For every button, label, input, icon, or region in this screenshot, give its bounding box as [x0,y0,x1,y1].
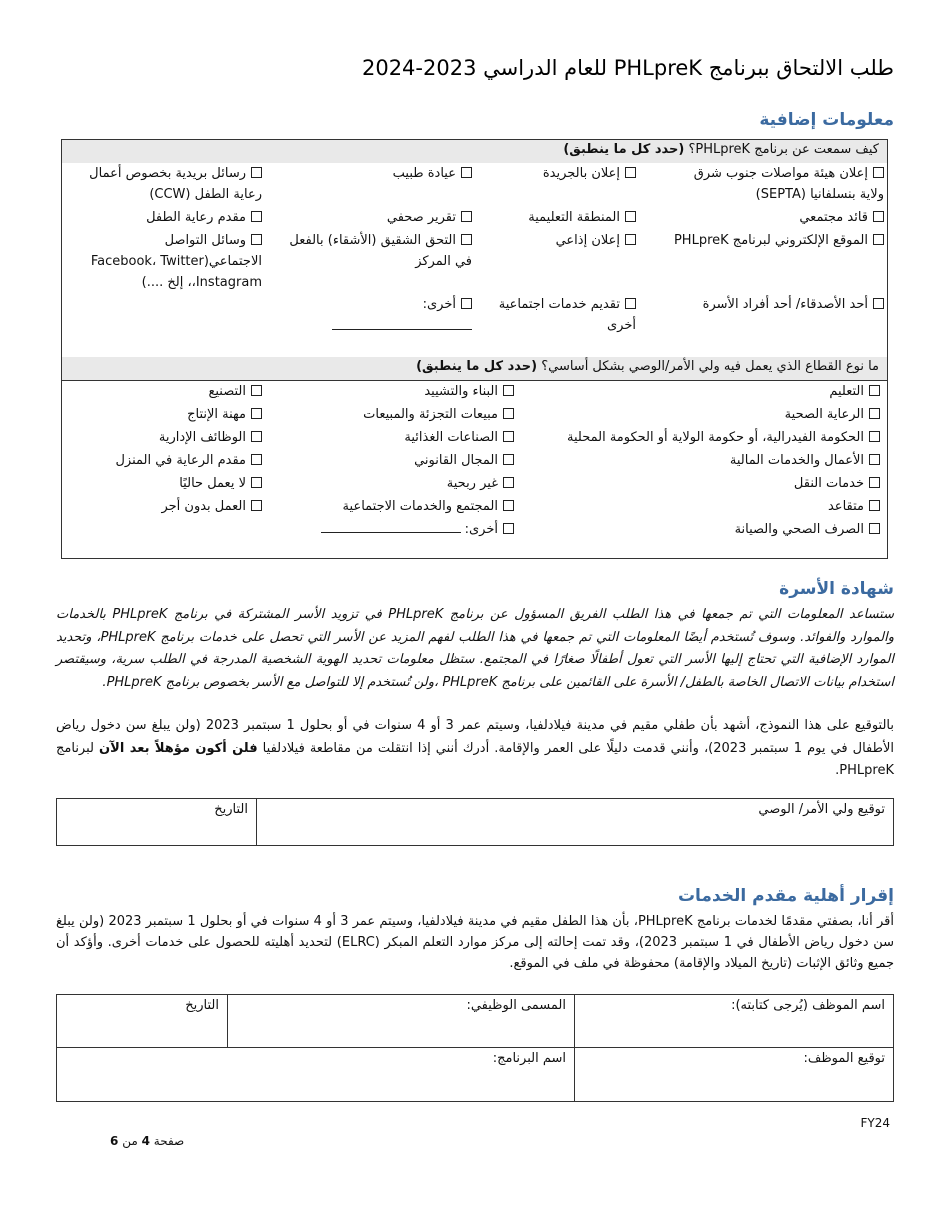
sector-column-1 [550,380,880,541]
sector-option[interactable]: مبيعات التجزئة والمبيعات [314,403,514,426]
option-school-district[interactable]: المنطقة التعليمية [476,207,636,228]
fiscal-year-label: FY24 [860,1116,890,1130]
option-other[interactable]: أخرى: [292,294,472,337]
other-blank-line[interactable] [321,518,461,533]
option-social-media[interactable]: وسائل التواصل الاجتماعي(Facebook، Twitter ،Instagram، إلخ ....) [90,233,262,290]
q1-header [62,140,887,163]
not-eligible-bold: فلن أكون مؤهلاً بعد الآن [99,740,258,756]
provider-signature-table [56,994,894,1102]
checkbox[interactable] [869,454,880,465]
checkbox[interactable] [503,523,514,534]
option-community-leader[interactable]: قائد مجتمعي [666,207,884,228]
employee-signature-field[interactable]: توقيع الموظف: [575,1048,894,1102]
checkbox[interactable] [461,234,472,245]
option-social-services[interactable]: تقديم خدمات اجتماعية أخرى [498,297,636,333]
sector-option[interactable]: متقاعد [550,495,880,518]
checkbox[interactable] [251,385,262,396]
checkbox[interactable] [869,477,880,488]
checkbox[interactable] [869,431,880,442]
checkbox[interactable] [625,167,636,178]
checkbox[interactable] [251,500,262,511]
checkbox[interactable] [251,454,262,465]
sector-option[interactable]: البناء والتشييد [314,380,514,403]
page-number: صفحة 4 من 6 [110,1134,185,1148]
provider-cert-heading: إقرار أهلية مقدم الخدمات [677,886,894,906]
checkbox[interactable] [251,408,262,419]
checkbox[interactable] [873,298,884,309]
checkbox[interactable] [251,211,262,222]
family-cert-heading: شهادة الأسرة [779,579,894,599]
checkbox[interactable] [461,167,472,178]
q1-note: (حدد كل ما ينطبق) [563,142,685,157]
sector-option[interactable]: لا يعمل حاليًا [66,472,262,495]
sector-option[interactable]: المجتمع والخدمات الاجتماعية [314,495,514,518]
sector-option[interactable]: العمل بدون أجر [66,495,262,518]
checkbox[interactable] [503,385,514,396]
checkbox[interactable] [251,234,262,245]
option-friends[interactable]: أحد الأصدقاء/ أحد أفراد الأسرة [666,294,884,315]
checkbox[interactable] [503,500,514,511]
checkbox[interactable] [869,385,880,396]
program-name-field[interactable]: اسم البرنامج: [57,1048,575,1102]
checkbox[interactable] [503,454,514,465]
checkbox[interactable] [869,523,880,534]
option-doctor[interactable]: عيادة طبيب [292,163,472,184]
checkbox[interactable] [251,167,262,178]
sector-option[interactable]: الحكومة الفيدرالية، أو حكومة الولاية أو الحكومة المحلية [550,426,880,449]
q2-note: (حدد كل ما ينطبق) [416,359,538,374]
provider-date-field[interactable]: التاريخ [57,995,228,1048]
checkbox[interactable] [873,167,884,178]
page-title: طلب الالتحاق ببرنامج PHLpreK للعام الدراسي 2023-2024 [361,56,894,80]
checkbox[interactable] [869,500,880,511]
family-cert-italic-paragraph: ستساعد المعلومات التي تم جمعها في هذا الطلب الفريق المسؤول عن برنامج PHLpreK في تزويد الأسر المشتركة في برنامج PHLpreK بالخدمات والموارد والفوائد. وسوف تُستخدم أيضًا المعلومات التي تم جمعها في هذا الطلب لفهم المزيد عن الأسر التي تحصل على خدمات برنامج PHLpreK، وتحديد الموارد الإضافية التي تحتاج إليها الأسر التي تعول أطفالًا صغارًا في المجتمع. ستظل معلومات تحديد الهوية الشخصية المدرجة في الطلب سرية، وسيقتصر استخدام بيانات الاتصال الخاصة بالطفل/ الأسرة على القائمين على برنامج PHLpreK ،ولن تُستخدم إلا للتواصل مع الأسر بخصوص برنامج PHLpreK. [56,607,894,690]
other-blank-line[interactable] [332,315,472,330]
checkbox[interactable] [873,234,884,245]
option-newspaper[interactable]: إعلان بالجريدة [476,163,636,184]
sector-option[interactable]: خدمات النقل [550,472,880,495]
sector-column-3 [66,380,262,518]
option-website[interactable]: الموقع الإلكتروني لبرنامج PHLpreK [644,230,884,251]
option-sibling-enrolled[interactable]: التحق الشقيق (الأشقاء) بالفعل في المركز [289,233,472,269]
checkbox[interactable] [625,211,636,222]
sector-option[interactable]: الوظائف الإدارية [66,426,262,449]
provider-cert-paragraph: أقر أنا، بصفتي مقدمًا لخدمات برنامج PHLpreK، بأن هذا الطفل مقيم في مدينة فيلادلفيا، وسيتم عمر 3 أو 4 سنوات في أو بحلول 1 سبتمبر 2023 (ولن يبلغ سن دخول رياض الأطفال في 1 سبتمبر 2023)، وقد تمت إحالته إلى مركز موارد التعلم المبكر (ELRC) لتحديد أهليته للحصول على خدمات أخرى. وأؤكد أن جميع وثائق الإثبات (تاريخ الميلاد والإقامة) محفوظة في ملف في الموقع. [56,914,895,971]
sector-option[interactable]: غير ربحية [314,472,514,495]
q2-question: ما نوع القطاع الذي يعمل فيه ولي الأمر/الوصي بشكل أساسي؟ [537,359,879,374]
sector-option[interactable]: الصرف الصحي والصيانة [550,518,880,541]
checkbox[interactable] [503,477,514,488]
checkbox[interactable] [503,431,514,442]
q2-header [62,357,887,381]
sector-option[interactable]: الصناعات الغذائية [314,426,514,449]
q1-question: كيف سمعت عن برنامج PHLpreK؟ [684,142,879,157]
sector-column-2 [314,380,514,541]
sector-option[interactable]: مقدم الرعاية في المنزل [66,449,262,472]
checkbox[interactable] [625,234,636,245]
job-title-field[interactable]: المسمى الوظيفي: [228,995,575,1048]
sector-option[interactable]: المجال القانوني [314,449,514,472]
checkbox[interactable] [869,408,880,419]
option-provider[interactable]: مقدم رعاية الطفل [66,207,262,228]
parent-signature-table [56,798,894,846]
sector-option[interactable]: الرعاية الصحية [550,403,880,426]
checkbox[interactable] [461,298,472,309]
option-ccw[interactable]: رسائل بريدية بخصوص أعمال رعاية الطفل (CCW) [89,166,262,202]
sector-option[interactable]: الأعمال والخدمات المالية [550,449,880,472]
additional-info-heading: معلومات إضافية [759,110,894,130]
checkbox[interactable] [251,477,262,488]
option-health-report[interactable]: تقرير صحفي [292,207,472,228]
parent-signature-field[interactable]: توقيع ولي الأمر/ الوصي [257,799,894,846]
sector-option-other[interactable]: أخرى: [314,518,514,541]
option-radio[interactable]: إعلان إذاعي [476,230,636,251]
sector-option[interactable]: التعليم [550,380,880,403]
parent-date-field[interactable]: التاريخ [57,799,257,846]
checkbox[interactable] [503,408,514,419]
sector-option[interactable]: مهنة الإنتاج [66,403,262,426]
checkbox[interactable] [251,431,262,442]
checkbox[interactable] [625,298,636,309]
option-septa[interactable]: إعلان هيئة مواصلات جنوب شرق ولاية بنسلفانيا (SEPTA) [693,166,884,202]
checkbox[interactable] [873,211,884,222]
checkbox[interactable] [461,211,472,222]
sector-option[interactable]: التصنيع [66,380,262,403]
family-cert-paragraph: بالتوقيع على هذا النموذج، أشهد بأن طفلي مقيم في مدينة فيلادلفيا، وسيتم عمر 3 أو 4 سنوات في أو بحلول 1 سبتمبر 2023 (ولن يبلغ سن دخول رياض الأطفال في يوم 1 سبتمبر 2023)، وأنني قدمت دليلًا على العمر والإقامة. أدرك أنني إذا انتقلت من مقاطعة فيلادلفيا فلن أكون مؤهلاً بعد الآن لبرنامج PHLpreK. [56,718,895,778]
employee-name-field[interactable]: اسم الموظف (يُرجى كتابته): [575,995,894,1048]
